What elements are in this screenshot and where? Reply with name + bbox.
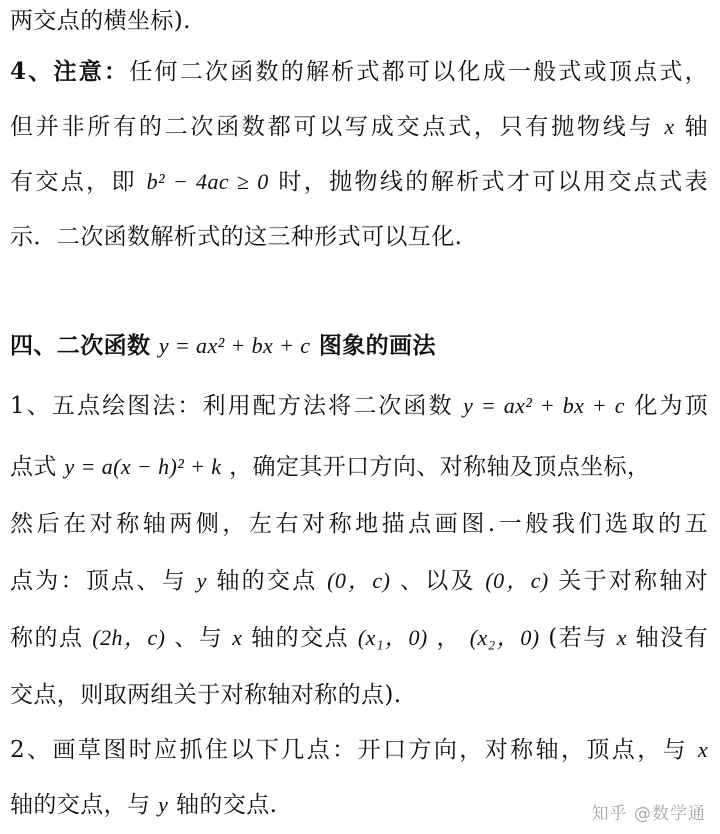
math-formula: y = ax² + bx + c bbox=[463, 393, 625, 418]
line-text: 轴的交点 bbox=[216, 568, 318, 594]
line-text: 关于对称轴对 bbox=[558, 568, 709, 594]
line-text: 然后在对称轴两侧，左右对称地描点画图.一般我们选取的五 bbox=[10, 511, 708, 537]
line-text: 、以及 bbox=[399, 568, 476, 594]
text-line-2 bbox=[10, 57, 708, 87]
line-text: 任何二次函数的解析式都可以化成一般式或顶点式， bbox=[129, 59, 708, 85]
math-point: (x₁，0) bbox=[357, 625, 428, 650]
text-line-8 bbox=[10, 509, 708, 539]
line-text: 示．二次函数解析式的这三种形式可以互化. bbox=[10, 224, 463, 250]
text-line-5 bbox=[10, 222, 708, 252]
math-point: (2h，c) bbox=[92, 625, 166, 650]
text-line-6 bbox=[10, 391, 708, 421]
note-label: 4、注意： bbox=[10, 58, 130, 85]
line-text: 轴没有 bbox=[635, 625, 709, 651]
math-variable: x bbox=[664, 114, 675, 139]
line-text: 点为：顶点、与 bbox=[10, 568, 187, 594]
line-text: 但并非所有的二次函数都可以写成交点式，只有抛物线与 bbox=[10, 114, 655, 140]
line-text: ，确定其开口方向、对称轴及顶点坐标， bbox=[229, 454, 651, 480]
zhihu-watermark: 知乎 @数学通 bbox=[591, 804, 706, 824]
line-text: 两交点的横坐标). bbox=[10, 8, 191, 34]
line-text: (若与 bbox=[548, 625, 608, 651]
line-text: 交点，则取两组关于对称轴对称的点). bbox=[10, 682, 402, 708]
text-line-11 bbox=[10, 680, 708, 710]
text-line-12 bbox=[10, 735, 708, 765]
math-formula: y = ax² + bx + c bbox=[158, 333, 311, 358]
line-text: 化为顶 bbox=[634, 393, 709, 419]
section-heading bbox=[10, 331, 708, 361]
line-text: 称的点 bbox=[10, 625, 84, 651]
math-point: (0，c) bbox=[327, 568, 391, 593]
text-line-10 bbox=[10, 623, 708, 653]
text-line-9 bbox=[10, 566, 708, 596]
line-text: ， bbox=[436, 625, 461, 651]
line-text: 轴 bbox=[684, 114, 709, 140]
line-text: 有交点，即 bbox=[10, 169, 137, 195]
math-point: (0，c) bbox=[485, 568, 549, 593]
text-line-1 bbox=[10, 6, 708, 36]
line-text: 轴的交点 bbox=[251, 625, 350, 651]
line-text: 2、画草图时应抓住以下几点：开口方向，对称轴，顶点，与 bbox=[10, 737, 689, 763]
text-line-3 bbox=[10, 112, 708, 142]
math-variable: y bbox=[196, 568, 207, 593]
line-text: 点式 bbox=[10, 454, 57, 480]
line-text: 时，抛物线的解析式才可以用交点式表 bbox=[278, 169, 708, 195]
text-line-4 bbox=[10, 167, 708, 197]
line-text: 轴的交点. bbox=[176, 792, 278, 818]
heading-text: 图象的画法 bbox=[318, 332, 436, 359]
math-variable: x bbox=[616, 625, 627, 650]
math-variable: y bbox=[158, 792, 169, 817]
math-inequality: b² − 4ac ≥ 0 bbox=[146, 169, 269, 194]
math-point: (x₂，0) bbox=[469, 625, 540, 650]
heading-text: 四、二次函数 bbox=[10, 332, 151, 359]
math-variable: x bbox=[232, 625, 243, 650]
line-text: 、与 bbox=[174, 625, 224, 651]
line-text: 1、五点绘图法：利用配方法将二次函数 bbox=[10, 393, 454, 419]
math-variable: x bbox=[697, 737, 709, 762]
line-text: 轴的交点，与 bbox=[10, 792, 151, 818]
math-formula: y = a(x − h)² + k bbox=[64, 454, 222, 479]
text-line-7 bbox=[10, 452, 708, 482]
